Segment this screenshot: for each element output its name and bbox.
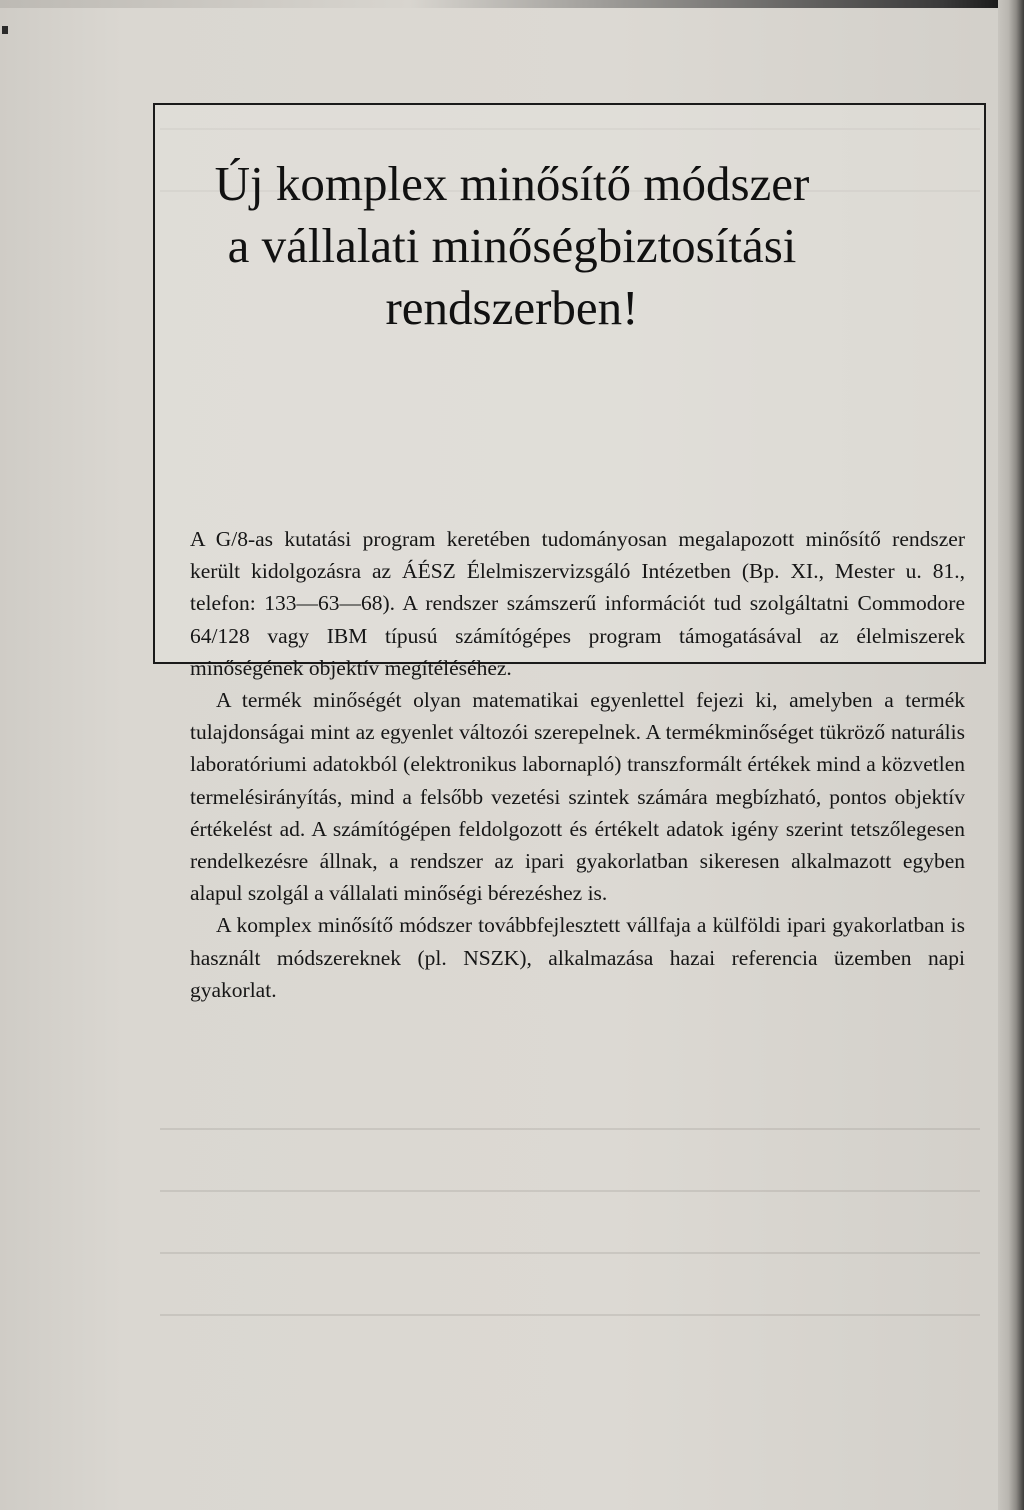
show-through-line	[160, 1128, 980, 1130]
show-through-line	[160, 1314, 980, 1316]
show-through-line	[160, 1190, 980, 1192]
headline-line: rendszerben!	[385, 280, 639, 335]
top-page-edge	[0, 0, 1024, 8]
show-through-line	[160, 1252, 980, 1254]
body-paragraph: A G/8-as kutatási program keretében tudományosan megalapozott minősítő rendszer került kidolgozásra az ÁÉSZ Élelmiszervizsgáló Intézetben (Bp. XI., Mester u. 81., telefon: 133—63—68). A rendszer számszerű információt tud szolgáltatni Commodore 64/128 vagy IBM típusú számítógépes program támogatásával az élelmiszerek minőségének objektív megítéléséhez.	[190, 527, 965, 680]
body-paragraph: A komplex minősítő módszer továbbfejlesztett vállfaja a külföldi ipari gyakorlatban is használt módszereknek (pl. NSZK), alkalmazása hazai referencia üzemben napi gyakorlat.	[190, 913, 965, 1002]
advertisement-headline	[0, 153, 1024, 339]
advertisement-body	[190, 523, 965, 1006]
corner-mark	[2, 26, 8, 34]
headline-line: Új komplex minősítő módszer	[214, 156, 810, 211]
headline-line: a vállalati minőségbiztosítási	[227, 218, 797, 273]
body-paragraph: A termék minőségét olyan matematikai egyenlettel fejezi ki, amelyben a termék tulajdonságai mint az egyenlet változói szerepelnek. A termékminőséget tükröző naturális laboratóriumi adatokból (elektronikus labornapló) transzformált értékek mind a közvetlen termelésirányítás, mind a felsőbb vezetési szintek számára megbízható, pontos objektív értékelést ad. A számítógépen feldolgozott és értékelt adatok igény szerint tetszőlegesen rendelkezésre állnak, a rendszer az ipari gyakorlatban sikeresen alkalmazott egyben alapul szolgál a vállalati minőségi bérezéshez is.	[190, 688, 965, 906]
